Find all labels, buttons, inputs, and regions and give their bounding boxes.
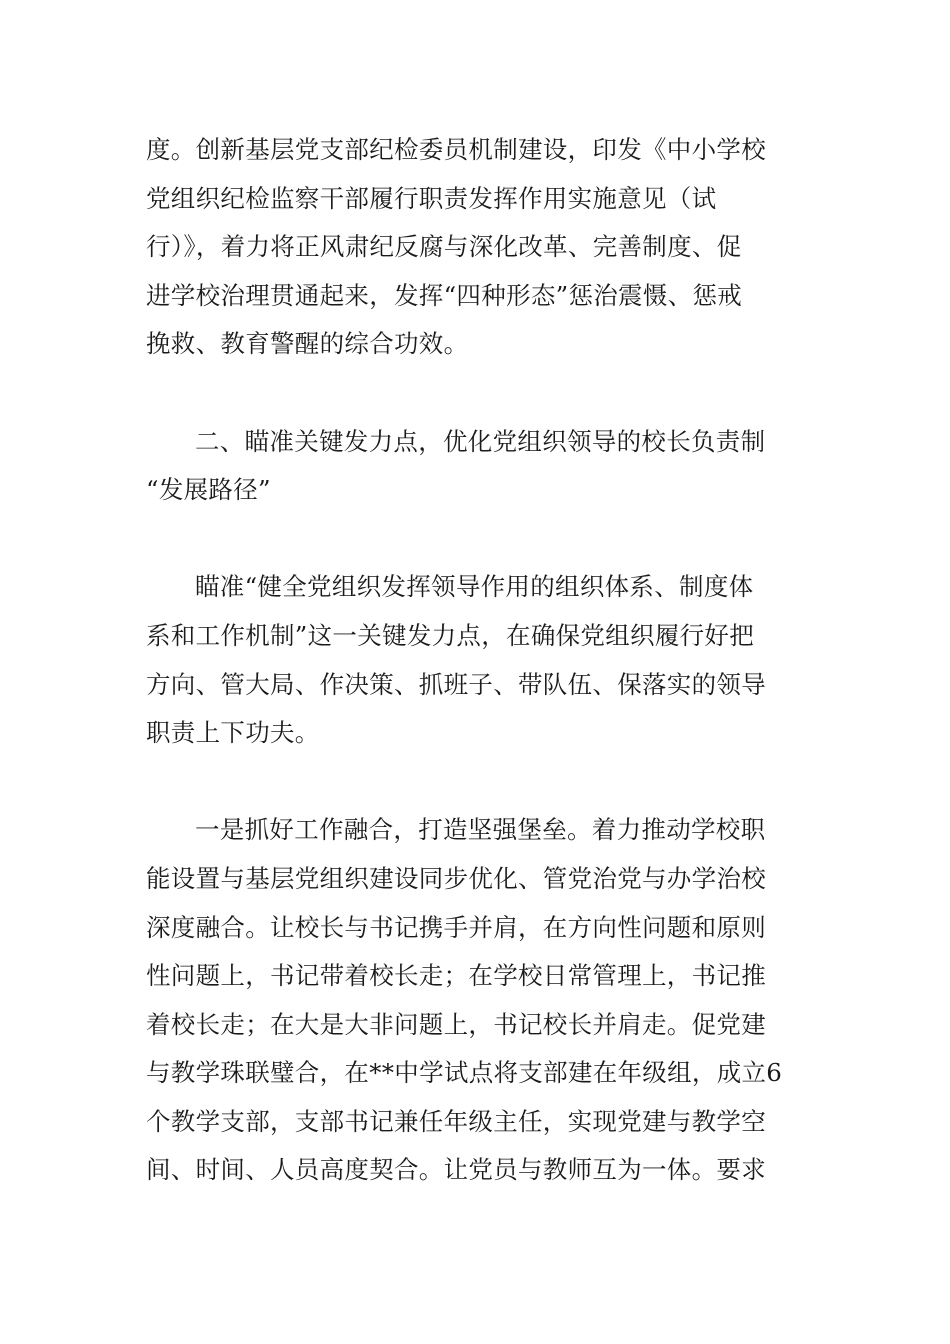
text-line: 间、时间、人员高度契合。让党员与教师互为一体。要求 — [146, 1155, 766, 1185]
text-line: 一是抓好工作融合，打造坚强堡垒。着力推动学校职 — [195, 815, 766, 845]
paragraph-1 — [146, 126, 806, 369]
paragraph-2 — [146, 563, 806, 757]
heading-line: 二、瞄准关键发力点，优化党组织领导的校长负责制 — [195, 426, 766, 456]
heading-line: “发展路径” — [146, 475, 271, 505]
document-body — [146, 126, 806, 1195]
text-line: 着校长走；在大是大非问题上，书记校长并肩走。促党建 — [146, 1009, 766, 1039]
text-line: 深度融合。让校长与书记携手并肩，在方向性问题和原则 — [146, 912, 766, 942]
text-line: 系和工作机制”这一关键发力点，在确保党组织履行好把 — [146, 620, 755, 650]
paragraph-spacer — [146, 758, 806, 807]
text-line: 挽救、教育警醒的综合功效。 — [146, 329, 469, 359]
paragraph-3 — [146, 806, 806, 1195]
text-line: 个教学支部，支部书记兼任年级主任，实现党建与教学空 — [146, 1106, 766, 1136]
text-line: 能设置与基层党组织建设同步优化、管党治党与办学治校 — [146, 863, 766, 893]
text-line: 与教学珠联璧合，在**中学试点将支部建在年级组，成立6 — [146, 1058, 783, 1088]
paragraph-spacer — [146, 369, 806, 418]
text-line: 党组织纪检监察干部履行职责发挥作用实施意见（试 — [146, 183, 717, 213]
text-line: 进学校治理贯通起来，发挥“四种形态”惩治震慑、惩戒 — [146, 280, 743, 310]
text-line: 行）》，着力将正风肃纪反腐与深化改革、完善制度、促 — [146, 232, 742, 262]
text-line: 职责上下功夫。 — [146, 718, 320, 748]
text-line: 瞄准“健全党组织发挥领导作用的组织体系、制度体 — [195, 572, 754, 602]
text-line: 性问题上，书记带着校长走；在学校日常管理上，书记推 — [146, 961, 766, 991]
text-line: 度。创新基层党支部纪检委员机制建设，印发《中小学校 — [146, 135, 766, 164]
text-line: 方向、管大局、作决策、抓班子、带队伍、保落实的领导 — [146, 669, 766, 699]
paragraph-spacer — [146, 515, 806, 564]
section-heading-2 — [146, 418, 806, 515]
